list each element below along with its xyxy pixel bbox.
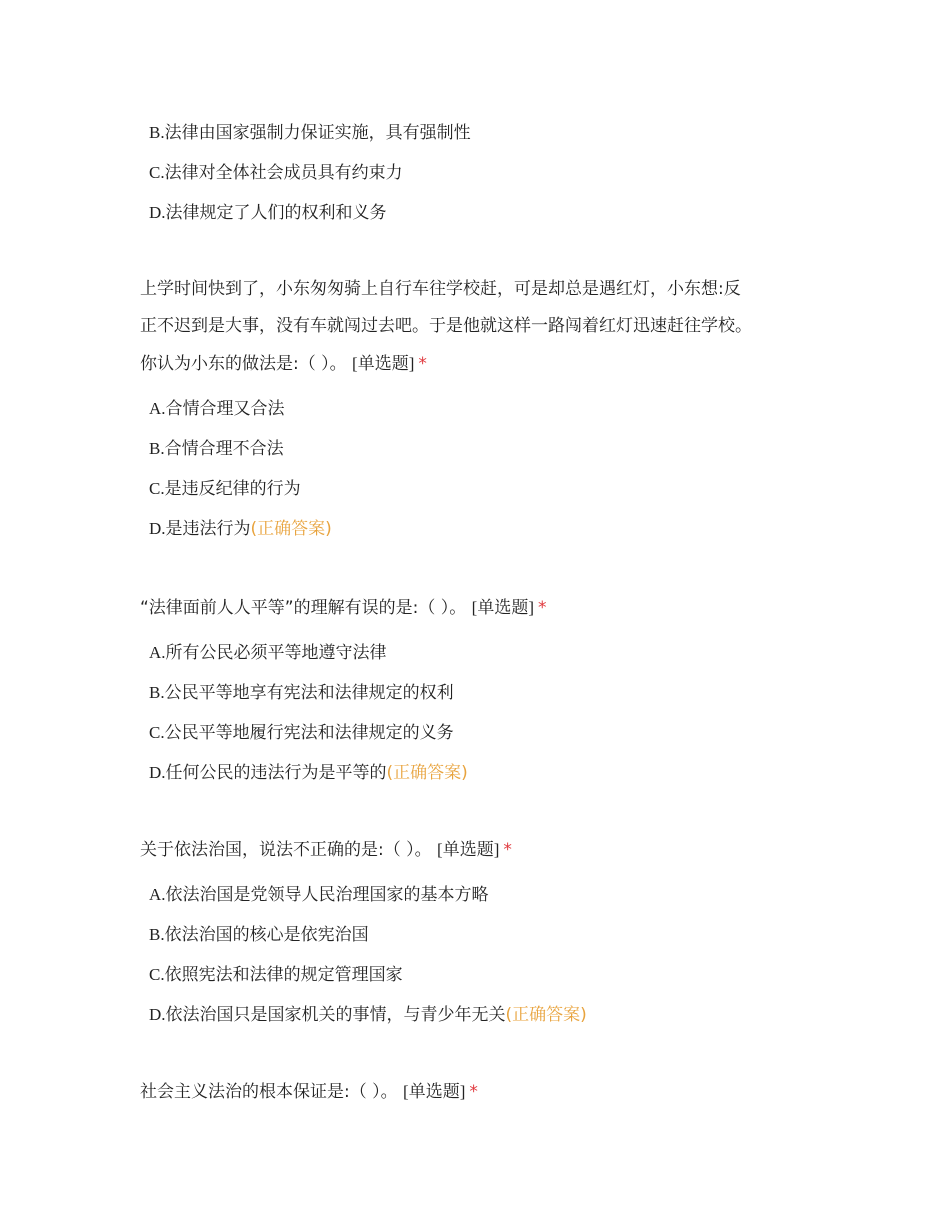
option-text: 是违反纪律的行为 [164, 479, 301, 499]
option-letter: C. [149, 723, 165, 742]
question-line-1: “法律面前人人平等”的理解有误的是:（ ）。 [140, 598, 467, 618]
option-c [140, 955, 820, 995]
option-d [140, 509, 820, 549]
option-letter: B. [149, 683, 165, 702]
question-line-1: 上学时间快到了，小东匆匆骑上自行车往学校赶，可是却总是遇红灯，小东想:反 [140, 279, 741, 299]
option-b [140, 915, 820, 955]
option-letter: D. [149, 519, 166, 538]
question-line-1: 关于依法治国，说法不正确的是:（ ）。 [140, 840, 432, 860]
option-list [140, 389, 820, 549]
required-mark: * [418, 354, 427, 374]
option-b [140, 429, 820, 469]
option-letter: C. [149, 479, 165, 498]
question-block-3 [140, 831, 820, 1035]
option-letter: B. [149, 439, 165, 458]
option-letter: C. [149, 163, 165, 182]
option-text: 任何公民的违法行为是平等的 [165, 763, 387, 783]
option-text: 公民平等地履行宪法和法律规定的义务 [164, 723, 454, 743]
option-letter: A. [149, 885, 166, 904]
question-block-0 [140, 113, 820, 233]
option-a [140, 389, 820, 429]
option-text: 法律对全体社会成员具有约束力 [164, 163, 403, 183]
option-text: 依照宪法和法律的规定管理国家 [164, 965, 403, 985]
option-c [140, 153, 820, 193]
question-type-label: [单选题] [352, 354, 415, 373]
correct-answer-mark: (正确答案) [250, 519, 332, 539]
correct-answer-mark: (正确答案) [386, 763, 468, 783]
option-text: 合情合理不合法 [164, 439, 284, 459]
option-letter: A. [149, 643, 166, 662]
option-text: 法律由国家强制力保证实施，具有强制性 [164, 123, 471, 143]
option-text: 所有公民必须平等地遵守法律 [165, 643, 387, 663]
question-text [140, 589, 820, 627]
required-mark: * [469, 1082, 478, 1102]
option-text: 依法治国是党领导人民治理国家的基本方略 [165, 885, 489, 905]
option-a [140, 875, 820, 915]
required-mark: * [503, 840, 512, 860]
option-letter: A. [149, 399, 166, 418]
question-line-3: 你认为小东的做法是:（ ）。 [140, 354, 347, 374]
option-text: 依法治国的核心是依宪治国 [164, 925, 369, 945]
option-d [140, 753, 820, 793]
option-letter: D. [149, 763, 166, 782]
option-d [140, 995, 820, 1035]
question-type-label: [单选题] [471, 598, 534, 617]
question-block-1 [140, 271, 820, 549]
option-text: 公民平等地享有宪法和法律规定的权利 [164, 683, 454, 703]
option-text: 合情合理又合法 [165, 399, 285, 419]
option-list [140, 113, 820, 233]
option-text: 法律规定了人们的权利和义务 [165, 203, 387, 223]
correct-answer-mark: (正确答案) [505, 1005, 587, 1025]
question-type-label: [单选题] [437, 840, 500, 859]
option-list [140, 875, 820, 1035]
option-b [140, 673, 820, 713]
option-letter: D. [149, 1005, 166, 1024]
question-block-4 [140, 1073, 820, 1111]
option-letter: B. [149, 925, 165, 944]
required-mark: * [537, 598, 547, 618]
option-a [140, 633, 820, 673]
option-letter: D. [149, 203, 166, 222]
option-list [140, 633, 820, 793]
question-text [140, 1073, 820, 1111]
option-letter: B. [149, 123, 165, 142]
option-text: 依法治国只是国家机关的事情，与青少年无关 [165, 1005, 506, 1025]
question-type-label: [单选题] [403, 1082, 466, 1101]
option-d [140, 193, 820, 233]
option-text: 是违法行为 [165, 519, 251, 539]
question-line-2: 正不迟到是大事，没有车就闯过去吧。于是他就这样一路闯着红灯迅速赶往学校。 [140, 316, 752, 336]
question-line-1: 社会主义法治的根本保证是:（ ）。 [140, 1082, 398, 1102]
option-b [140, 113, 820, 153]
question-text [140, 271, 820, 383]
question-block-2 [140, 589, 820, 793]
option-c [140, 469, 820, 509]
option-letter: C. [149, 965, 165, 984]
option-c [140, 713, 820, 753]
question-text [140, 831, 820, 869]
